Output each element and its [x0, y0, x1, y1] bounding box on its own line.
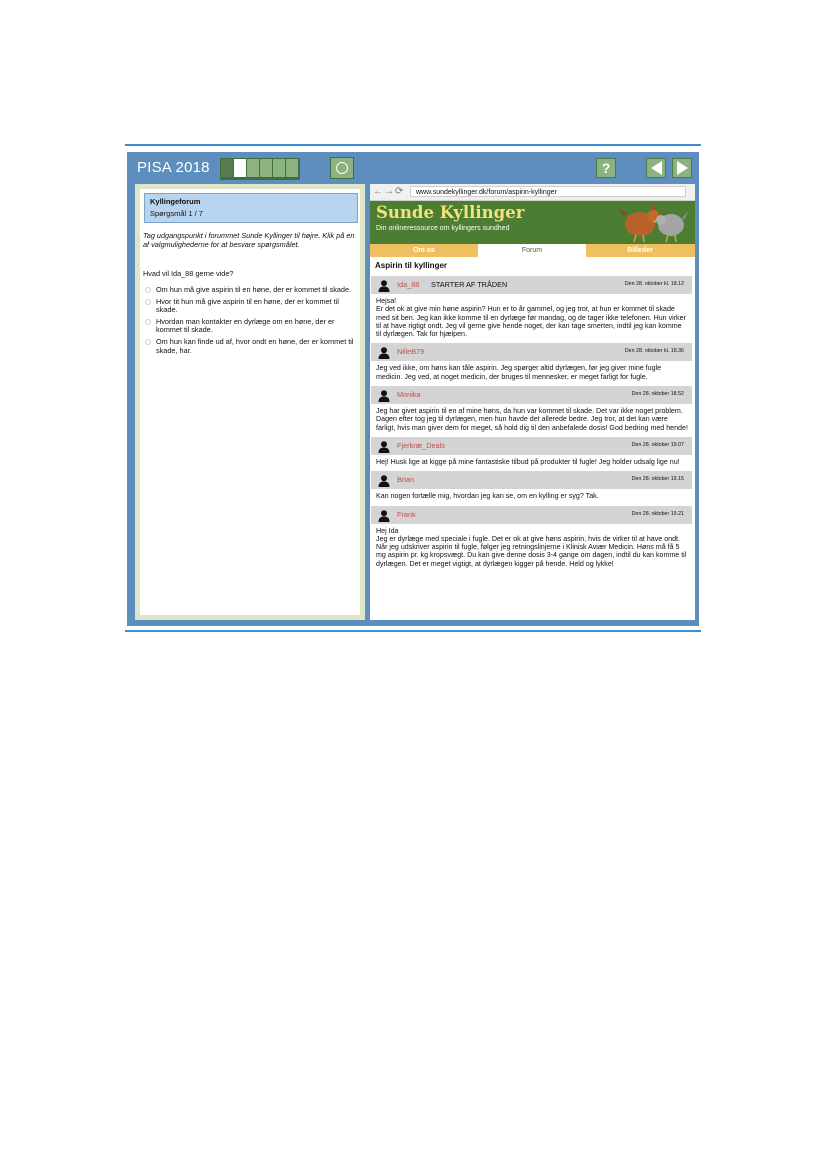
post-body: Kan nogen fortælle mig, hvordan jeg kan se, om en kylling er syg? Tak. — [376, 492, 599, 501]
answer-option[interactable] — [143, 286, 357, 295]
progress-cell — [247, 159, 259, 177]
answer-option-label: Om hun kan finde ud af, hvor ondt en høne, der er kommet til skade, har. — [156, 336, 354, 355]
help-icon: ? — [601, 160, 611, 176]
post-date: Den 28. oktober 19.15 — [631, 476, 684, 483]
post-body: Jeg ved ikke, om høns kan tåle aspirin. Jeg spørger altid dyrlægen, før jeg giver mine fugle medicin. Jeg ved, at noget medicin, der bruges til mennesker, er meget farligt for fugle. — [376, 364, 662, 381]
user-avatar-icon — [378, 474, 390, 492]
nav-tab[interactable]: Forum — [478, 244, 586, 257]
question-number: Spørgsmål 1 / 7 — [150, 209, 203, 218]
top-toolbar — [127, 152, 699, 184]
forum-post — [371, 343, 692, 386]
user-avatar-icon — [378, 509, 390, 527]
post-header — [371, 343, 692, 361]
answer-option[interactable] — [143, 338, 357, 355]
post-author[interactable]: NilleB79 — [397, 347, 425, 357]
radio-button[interactable] — [145, 287, 151, 293]
radio-button[interactable] — [145, 319, 151, 325]
thread-starter-tag: STARTER AF TRÅDEN — [431, 280, 508, 289]
user-avatar-icon — [378, 389, 390, 407]
thread-title: Aspirin til kyllinger — [375, 261, 448, 270]
radio-button[interactable] — [145, 299, 151, 305]
user-avatar-icon — [378, 279, 390, 297]
pisa-app-window — [127, 152, 699, 626]
back-arrow-icon[interactable]: ← — [373, 186, 383, 197]
user-avatar-icon — [378, 346, 390, 364]
answer-option-label: Om hun må give aspirin til en høne, der er kommet til skade. — [156, 285, 352, 294]
post-date: Den 28. oktober kl. 18.36 — [624, 348, 684, 355]
question-panel — [135, 184, 365, 620]
post-body: Hej Ida Jeg er dyrlæge med speciale i fugle. Det er ok at give høns aspirin, hvis de virker til at have ondt. Når jeg udskriver aspirin til fugle, følger jeg retningslinjerne i Klinisk Aviær Medicin. Høns må få 5 mg aspirin pr. kg kropsvægt. Du kan give denne dosis 3-4 gange om dagen, indtil du kan komme til dyrlægen. Det er meget vigtigt, at dyrlægen kigger på hende. Held og lykke! — [376, 526, 687, 568]
left-arrow-icon — [651, 161, 662, 175]
instruction-text: Tag udgangspunkt i forummet Sunde Kyllinger til højre. Klik på en af valgmulighederne for at besvare spørgsmålet. — [143, 231, 355, 249]
answer-option[interactable] — [143, 318, 357, 335]
right-arrow-icon — [677, 161, 688, 175]
progress-cell — [234, 159, 246, 177]
post-body: Jeg har givet aspirin til en af mine høns, da hun var kommet til skade. Det var ikke noget problem. Dagen efter tog jeg til dyrlægen, men hun havde det allerede bedre. Jeg tror, at det kan være farligt, hvis man giver dem for meget, så hold dig til den anbefalede dosis! God bedring med hende! — [376, 407, 688, 432]
post-author[interactable]: Frank — [397, 509, 416, 519]
forum-post — [371, 506, 692, 573]
post-author[interactable]: Fjerkræ_Deals — [397, 440, 445, 450]
bottom-rule — [125, 630, 701, 632]
post-header — [371, 437, 692, 455]
forum-post — [371, 276, 692, 343]
forum-post — [371, 437, 692, 471]
timer-icon[interactable] — [330, 157, 354, 179]
post-author[interactable]: Monika — [397, 390, 421, 400]
user-avatar-icon — [378, 440, 390, 458]
answer-option-label: Hvordan man kontakter en dyrlæge om en høne, der er kommet til skade. — [156, 316, 335, 335]
post-date: Den 28. oktober 19.07 — [631, 441, 684, 448]
forward-arrow-icon[interactable]: → — [384, 186, 394, 197]
progress-cell — [221, 159, 233, 177]
question-header — [144, 193, 358, 223]
post-body: Hej! Husk lige at kigge på mine fantastiske tilbud på produkter til fugle! Jeg holder udsalg lige nu! — [376, 457, 680, 466]
forum-post — [371, 386, 692, 437]
chickens-logo-icon — [616, 202, 692, 244]
post-body: Hejsa! Er det ok at give min høne aspirin? Hun er to år gammel, og jeg tror, at hun er kommet til skade med sit ben. Jeg kan ikke komme til en dyrlæge før mandag, og de tager ikke telefonen. Hun virker til at have rigtigt ondt. Jeg vil gerne give hende noget, der kan tage smerten, indtil jeg kan komme til dyrlægen. Tak for hjælpen. — [376, 297, 686, 339]
site-header — [370, 201, 695, 244]
answer-option[interactable] — [143, 298, 357, 315]
app-title: PISA 2018 — [137, 159, 210, 176]
progress-cell — [286, 159, 298, 177]
unit-title: Kyllingeforum — [150, 197, 201, 206]
progress-cell — [260, 159, 272, 177]
forum-post — [371, 471, 692, 505]
post-header — [371, 471, 692, 489]
next-button[interactable] — [672, 158, 692, 178]
post-header — [371, 276, 692, 294]
reload-icon[interactable]: ⟳ — [395, 186, 404, 197]
previous-button[interactable] — [646, 158, 666, 178]
question-text: Hvad vil Ida_88 gerne vide? — [143, 269, 234, 278]
post-header — [371, 386, 692, 404]
nav-tab[interactable]: Billeder — [627, 247, 653, 254]
stimulus-panel — [370, 184, 695, 620]
post-date: Den 28. oktober kl. 18.12 — [624, 281, 684, 287]
answer-options — [143, 286, 357, 358]
site-subtitle: Din onlineressource om kyllingers sundhed — [376, 225, 510, 232]
question-panel-inner — [140, 189, 360, 615]
top-rule — [125, 144, 701, 146]
browser-toolbar — [370, 184, 695, 201]
site-navigation — [370, 244, 695, 257]
answer-option-label: Hvor tit hun må give aspirin til en høne, der er kommet til skade. — [156, 296, 339, 315]
nav-tab[interactable]: Om os — [413, 247, 435, 254]
post-date: Den 28. oktober 19.21 — [631, 510, 684, 517]
radio-button[interactable] — [145, 339, 151, 345]
post-author[interactable]: Brian — [397, 475, 415, 485]
help-button[interactable] — [596, 158, 616, 178]
site-title: Sunde Kyllinger — [376, 203, 525, 222]
url-bar[interactable]: www.sundekyllinger.dk/forum/aspirin-kyllinger — [410, 186, 686, 197]
progress-indicator — [220, 158, 300, 180]
post-author[interactable]: Ida_88 — [397, 280, 420, 289]
post-date: Den 28. oktober 18.52 — [631, 391, 684, 398]
progress-cell — [273, 159, 285, 177]
forum-posts — [371, 276, 692, 618]
post-header — [371, 506, 692, 524]
